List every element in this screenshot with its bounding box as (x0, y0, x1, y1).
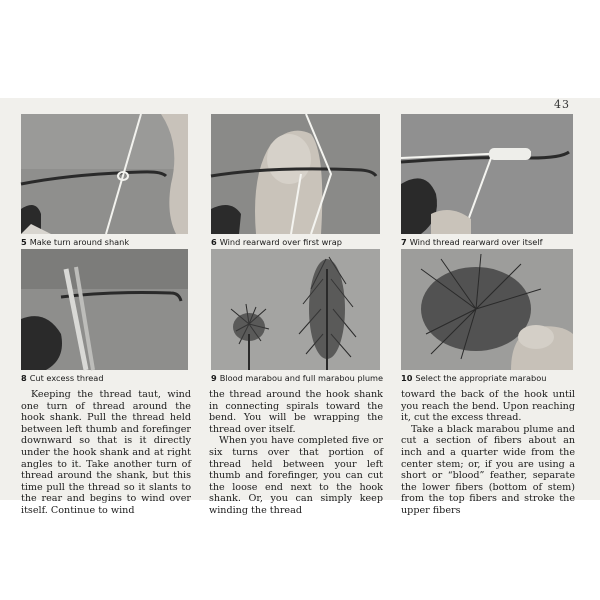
paragraph: Keeping the thread taut, wind one turn of thread around the hook shank. Pull the thread held between left thumb and forefinger downward so that is it directly under the hook shank and at right angles to it. Take another turn of thread around the shank, but this time pull the thread so it slants to the rear and begins to wind over itself. Continue to wind (21, 389, 191, 516)
figure-caption-text: Select the appropriate marabou (415, 373, 547, 383)
paragraph: the thread around the hook shank in connecting spirals toward the bend. You will be wrapping the thread over itself. (209, 389, 383, 435)
figure-9-caption (211, 373, 383, 383)
figure-6-caption (211, 237, 342, 247)
figure-5-caption (21, 237, 129, 247)
photo-9 (211, 249, 380, 370)
book-page (0, 98, 600, 516)
paragraph: Take a black marabou plume and cut a section of fibers about an inch and a quarter wide from the center stem; or, if you are using a short or “blood” feather, separate the lower fibers (bottom of stem) from the top fibers and stroke the upper fibers (401, 423, 575, 516)
photo-5 (21, 114, 188, 234)
figure-7-caption (401, 237, 542, 247)
figure-number: 6 (211, 237, 217, 247)
figure-number: 7 (401, 237, 407, 247)
photo-6 (211, 114, 380, 234)
paragraph: When you have completed five or six turns over that portion of thread held between your left thumb and forefinger, you can cut the loose end next to the hook shank. Or, you can simply keep winding the thread (209, 435, 383, 516)
paragraph: toward the back of the hook until you reach the bend. Upon reaching it, cut the excess thread. (401, 389, 575, 424)
figure-number: 5 (21, 237, 27, 247)
photo-8 (21, 249, 188, 370)
text-column-2 (209, 389, 383, 517)
text-column-3 (401, 389, 575, 517)
figure-number: 8 (21, 373, 27, 383)
photo-10 (401, 249, 573, 370)
figure-8-caption (21, 373, 104, 383)
figure-caption-text: Cut excess thread (29, 373, 104, 383)
figure-number: 9 (211, 373, 217, 383)
photo-7 (401, 114, 573, 234)
figure-number: 10 (401, 373, 413, 383)
figure-caption-text: Wind rearward over first wrap (219, 237, 342, 247)
figure-10-caption (401, 373, 546, 383)
text-column-1 (21, 389, 191, 517)
figure-caption-text: Blood marabou and full marabou plume (219, 373, 384, 383)
figure-caption-text: Wind thread rearward over itself (409, 237, 543, 247)
figure-caption-text: Make turn around shank (29, 237, 130, 247)
page-number: 43 (554, 98, 570, 111)
